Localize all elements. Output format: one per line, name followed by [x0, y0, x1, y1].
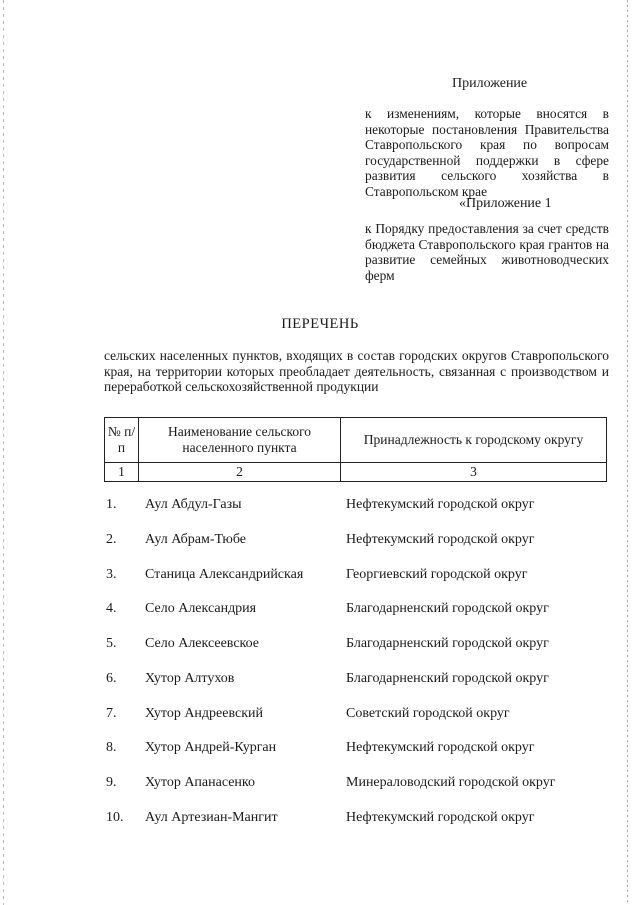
row-name: Аул Абрам-Тюбе — [145, 532, 247, 547]
header-okrug: Принадлежность к городскому округу — [341, 418, 607, 463]
row-name: Село Алексеевское — [145, 636, 260, 651]
row-okrug: Минераловодский городской округ — [346, 775, 556, 790]
col-number-1: 1 — [105, 463, 139, 482]
appendix1-title: «Приложение 1 — [459, 196, 552, 211]
appendix-description: к изменениям, которые вносятся в некоторые постановления Правительства Ставропольского края по вопросам государственной поддержки в сфере развития сельского хозяйства в Ставропольском крае — [365, 106, 609, 199]
table-row — [0, 601, 640, 621]
appendix-title: Приложение — [452, 76, 528, 91]
row-okrug: Георгиевский городской округ — [346, 567, 528, 582]
row-num: 1. — [106, 497, 117, 512]
row-num: 9. — [106, 775, 117, 790]
list-title: ПЕРЕЧЕНЬ — [281, 316, 359, 332]
row-num: 7. — [106, 706, 117, 721]
row-okrug: Благодарненский городской округ — [346, 671, 549, 686]
row-name: Хутор Алтухов — [145, 671, 235, 686]
list-subtitle: сельских населенных пунктов, входящих в состав городских округов Ставропольского края, на территории которых преобладает деятельность, связанная с производством и переработкой сельскохозяйственной продукции — [104, 348, 609, 394]
scan-edge-right — [627, 0, 628, 905]
row-num: 8. — [106, 740, 117, 755]
header-num: № п/п — [105, 418, 139, 463]
row-okrug: Нефтекумский городской округ — [346, 497, 535, 512]
col-number-3: 3 — [341, 463, 607, 482]
table-row — [0, 706, 640, 726]
row-num: 2. — [106, 532, 117, 547]
table-row — [0, 810, 640, 830]
row-okrug: Нефтекумский городской округ — [346, 740, 535, 755]
row-name: Хутор Андрей-Курган — [145, 740, 277, 755]
table-row — [0, 775, 640, 795]
header-name: Наименование сельского населенного пункта — [139, 418, 341, 463]
table-row — [0, 567, 640, 587]
row-num: 6. — [106, 671, 117, 686]
table-row — [0, 532, 640, 552]
col-number-2: 2 — [139, 463, 341, 482]
row-okrug: Советский городской округ — [346, 706, 510, 721]
row-name: Хутор Апанасенко — [145, 775, 256, 790]
table-row — [0, 671, 640, 691]
row-num: 3. — [106, 567, 117, 582]
row-num: 4. — [106, 601, 117, 616]
row-name: Село Александрия — [145, 601, 257, 616]
table-row — [0, 497, 640, 517]
row-okrug: Благодарненский городской округ — [346, 601, 549, 616]
row-num: 5. — [106, 636, 117, 651]
row-okrug: Благодарненский городской округ — [346, 636, 549, 651]
appendix1-description: к Порядку предоставления за счет средств бюджета Ставропольского края грантов на развитие семейных животноводческих ферм — [365, 221, 609, 283]
row-name: Аул Абдул-Газы — [145, 497, 242, 512]
table-row — [0, 740, 640, 760]
row-okrug: Нефтекумский городской округ — [346, 532, 535, 547]
table-row — [0, 636, 640, 656]
row-num: 10. — [106, 810, 124, 825]
row-name: Аул Артезиан-Мангит — [145, 810, 278, 825]
row-name: Хутор Андреевский — [145, 706, 263, 721]
row-okrug: Нефтекумский городской округ — [346, 810, 535, 825]
row-name: Станица Александрийская — [145, 567, 304, 582]
table-header — [104, 417, 607, 482]
scan-edge-left — [3, 0, 4, 905]
